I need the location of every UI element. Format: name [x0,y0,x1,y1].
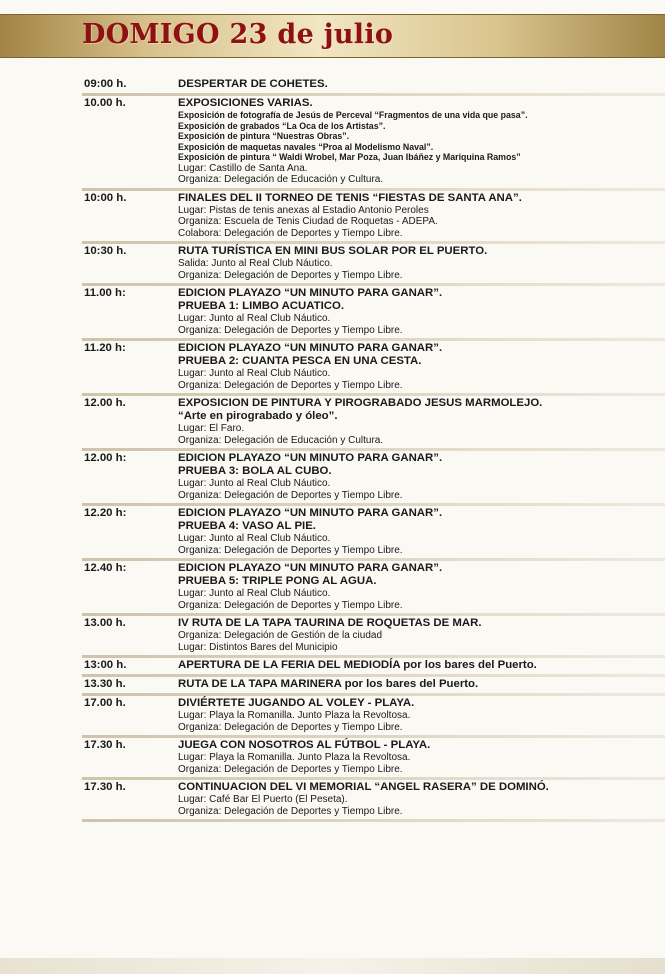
event-info: Colabora: Delegación de Deportes y Tiempo Libre. [178,227,403,239]
event-info: Organiza: Delegación de Deportes y Tiempo Libre. [178,763,403,775]
event-item [0,697,665,739]
event-info: Lugar: Café Bar El Puerto (El Peseta). [178,794,348,806]
event-time: 12.00 h. [84,397,126,410]
event-item [0,781,665,823]
event-item [0,507,665,562]
event-title: EDICION PLAYAZO “UN MINUTO PARA GANAR”. [178,562,443,575]
event-title: “Arte en pirograbado y óleo”. [178,410,338,423]
event-item [0,659,665,678]
event-title: JUEGA CON NOSOTROS AL FÚTBOL - PLAYA. [178,739,431,752]
event-time: 13.30 h. [84,678,126,691]
event-info: Lugar: Pistas de tenis anexas al Estadio Antonio Peroles [178,204,429,216]
event-item [0,452,665,507]
event-info: Organiza: Delegación de Deportes y Tiempo Libre. [178,269,403,281]
event-details [178,287,665,336]
event-details [178,659,665,672]
event-details [178,192,665,240]
event-title: PRUEBA 4: VASO AL PIE. [178,520,316,533]
event-subitem: Exposición de fotografía de Jesús de Perceval “Fragmentos de una vida que pasa”. [178,110,528,120]
event-time: 12.00 h: [84,452,127,465]
event-time: 13.00 h. [84,617,126,630]
event-title: EDICION PLAYAZO “UN MINUTO PARA GANAR”. [178,452,443,465]
event-title: RUTA TURÍSTICA EN MINI BUS SOLAR POR EL PUERTO. [178,245,488,258]
event-info: Organiza: Delegación de Deportes y Tiempo Libre. [178,379,403,391]
event-info: Organiza: Delegación de Educación y Cultura. [178,174,384,186]
event-title: RUTA DE LA TAPA MARINERA por los bares del Puerto. [178,678,479,691]
event-item [0,678,665,697]
event-details [178,97,665,186]
event-title: IV RUTA DE LA TAPA TAURINA DE ROQUETAS DE MAR. [178,617,482,630]
event-title: PRUEBA 1: LIMBO ACUATICO. [178,300,345,313]
page-title: DOMIGO 23 de julio [82,19,394,50]
event-details [178,781,665,817]
event-time: 17.30 h. [84,781,126,794]
event-info: Salida: Junto al Real Club Náutico. [178,258,333,270]
event-info: Organiza: Delegación de Educación y Cultura. [178,434,384,446]
event-title: DIVIÉRTETE JUGANDO AL VOLEY - PLAYA. [178,697,415,710]
event-details [178,342,665,391]
event-time: 13:00 h. [84,659,127,672]
event-title: PRUEBA 5: TRIPLE PONG AL AGUA. [178,575,377,588]
event-list [0,78,665,823]
event-item [0,397,665,452]
event-info: Lugar: Distintos Bares del Municipio [178,641,338,653]
event-item [0,287,665,342]
event-info: Lugar: Junto al Real Club Náutico. [178,588,331,600]
event-title: CONTINUACION DEL VI MEMORIAL “ANGEL RASERA” DE DOMINÓ. [178,781,549,794]
event-title: EXPOSICIONES VARIAS. [178,97,313,109]
event-title: FINALES DEL II TORNEO DE TENIS “FIESTAS DE SANTA ANA”. [178,191,522,204]
event-subitem: Exposición de pintura “ Waldi Wrobel, Mar Poza, Juan Ibáñez y Mariquina Ramos” [178,152,521,163]
event-info: Lugar: Castillo de Santa Ana. [178,162,308,174]
event-title: EDICION PLAYAZO “UN MINUTO PARA GANAR”. [178,342,443,355]
event-item [0,245,665,287]
event-time: 11.20 h: [84,342,126,355]
event-item [0,97,665,192]
event-details [178,245,665,281]
event-info: Organiza: Delegación de Deportes y Tiempo Libre. [178,599,403,611]
event-title: DESPERTAR DE COHETES. [178,78,328,90]
event-details [178,507,665,556]
event-item [0,617,665,659]
event-info: Organiza: Delegación de Gestión de la ciudad [178,630,383,642]
event-info: Organiza: Delegación de Deportes y Tiempo Libre. [178,721,403,733]
event-details [178,678,665,691]
event-time: 09:00 h. [84,78,127,90]
event-item [0,342,665,397]
event-title: PRUEBA 2: CUANTA PESCA EN UNA CESTA. [178,355,422,368]
event-info: Lugar: Junto al Real Club Náutico. [178,313,331,325]
event-time: 12.40 h: [84,562,127,575]
event-title: APERTURA DE LA FERIA DEL MEDIODÍA por los bares del Puerto. [178,659,537,672]
event-time: 12.20 h: [84,507,127,520]
event-time: 11.00 h: [84,287,126,300]
event-item [0,78,665,97]
event-details [178,562,665,611]
event-time: 10:00 h. [84,191,127,204]
event-subitem: Exposición de maquetas navales “Proa al Modelismo Naval”. [178,141,434,152]
event-info: Organiza: Escuela de Tenis Ciudad de Roquetas - ADEPA. [178,216,438,228]
event-time: 17.00 h. [84,697,126,710]
event-time: 10:30 h. [84,245,127,258]
event-details [178,397,665,446]
event-title: EDICION PLAYAZO “UN MINUTO PARA GANAR”. [178,287,443,300]
event-info: Lugar: Playa la Romanilla. Junto Plaza la Revoltosa. [178,710,411,722]
event-info: Lugar: Playa la Romanilla. Junto Plaza la Revoltosa. [178,752,411,764]
event-title: EDICION PLAYAZO “UN MINUTO PARA GANAR”. [178,507,443,520]
event-details [178,78,665,91]
bottom-strip [0,958,665,974]
event-item [0,562,665,617]
event-info: Lugar: El Faro. [178,423,245,435]
event-title: PRUEBA 3: BOLA AL CUBO. [178,465,332,478]
event-details [178,697,665,733]
event-info: Lugar: Junto al Real Club Náutico. [178,478,331,490]
event-info: Lugar: Junto al Real Club Náutico. [178,368,331,380]
event-subitem: Exposición de grabados “La Oca de los Artistas”. [178,120,386,131]
event-info: Organiza: Delegación de Deportes y Tiempo Libre. [178,324,403,336]
event-details [178,617,665,653]
event-info: Lugar: Junto al Real Club Náutico. [178,533,331,545]
event-time: 17.30 h. [84,739,126,752]
event-info: Organiza: Delegación de Deportes y Tiempo Libre. [178,489,403,501]
event-details [178,452,665,501]
page-header [0,14,665,58]
event-title: EXPOSICION DE PINTURA Y PIROGRABADO JESUS MARMOLEJO. [178,397,543,410]
event-item [0,192,665,246]
event-time: 10.00 h. [84,97,126,109]
event-info: Organiza: Delegación de Deportes y Tiempo Libre. [178,805,403,817]
event-item [0,739,665,781]
event-subitem: Exposición de pintura “Nuestras Obras”. [178,131,350,142]
event-info: Organiza: Delegación de Deportes y Tiempo Libre. [178,544,403,556]
event-details [178,739,665,775]
